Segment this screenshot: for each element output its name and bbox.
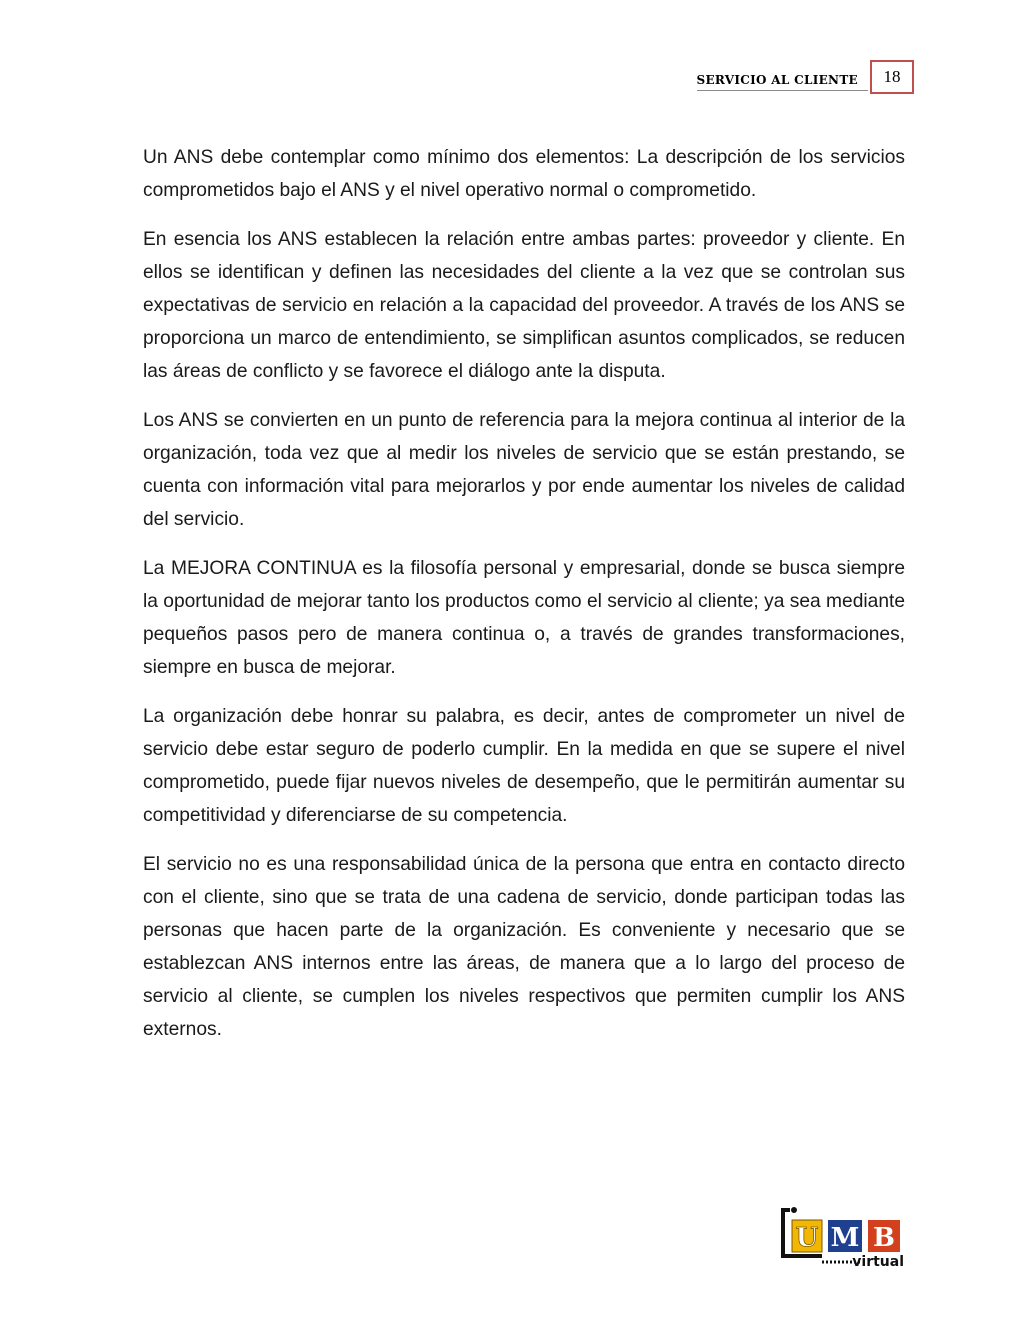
paragraph-4: La MEJORA CONTINUA es la filosofía personal y empresarial, donde se busca siempre la oportunidad de mejorar tanto los productos como el servicio al cliente; ya sea mediante pequeños pasos pero de manera continua o, a través de grandes transformaciones, siempre en busca de mejorar. [143,558,905,678]
paragraph-6: El servicio no es una responsabilidad única de la persona que entra en contacto directo con el cliente, sino que se trata de una cadena de servicio, donde participan todas las personas que hacen parte de la organización. Es conveniente y necesario que se establezcan ANS internos entre las áreas, de manera que a lo largo del proceso de servicio al cliente, se cumplen los niveles respectivos que permiten cumplir los ANS externos. [143,854,905,1040]
page-header [697,60,915,94]
header-rule [697,90,869,91]
logo-m-letter: M [830,1223,860,1253]
body-text [143,141,905,1062]
umb-virtual-logo [780,1206,910,1270]
paragraph-3: Los ANS se convierten en un punto de referencia para la mejora continua al interior de la organización, toda vez que al medir los niveles de servicio que se están prestando, se cuenta con información vital para mejorarlos y por ende aumentar los niveles de calidad del servicio. [143,410,905,530]
logo-dot [791,1207,797,1213]
logo-b-letter: B [873,1223,895,1253]
paragraph-5: La organización debe honrar su palabra, es decir, antes de comprometer un nivel de servicio debe estar seguro de poderlo cumplir. En la medida en que se supere el nivel comprometido, puede fijar nuevos niveles de desempeño, que le permitirán aumentar su competitividad y diferenciarse de su competencia. [143,706,905,826]
logo-subtitle: virtual [852,1254,904,1270]
paragraph-1: Un ANS debe contemplar como mínimo dos elementos: La descripción de los servicios comprometidos bajo el ANS y el nivel operativo normal o comprometido. [143,147,905,201]
page-number: 18 [883,67,901,86]
paragraph-2: En esencia los ANS establecen la relación entre ambas partes: proveedor y cliente. En ellos se identifican y definen las necesidades del cliente a la vez que se controlan sus expectativas de servicio en relación a la capacidad del proveedor. A través de los ANS se proporciona un marco de entendimiento, se simplifican asuntos complicados, se reducen las áreas de conflicto y se favorece el diálogo ante la disputa. [143,229,905,382]
umb-logo-icon [780,1206,910,1270]
page-number-box [870,60,914,94]
logo-u-letter: U [795,1223,819,1253]
header-title: SERVICIO AL CLIENTE [696,73,858,87]
